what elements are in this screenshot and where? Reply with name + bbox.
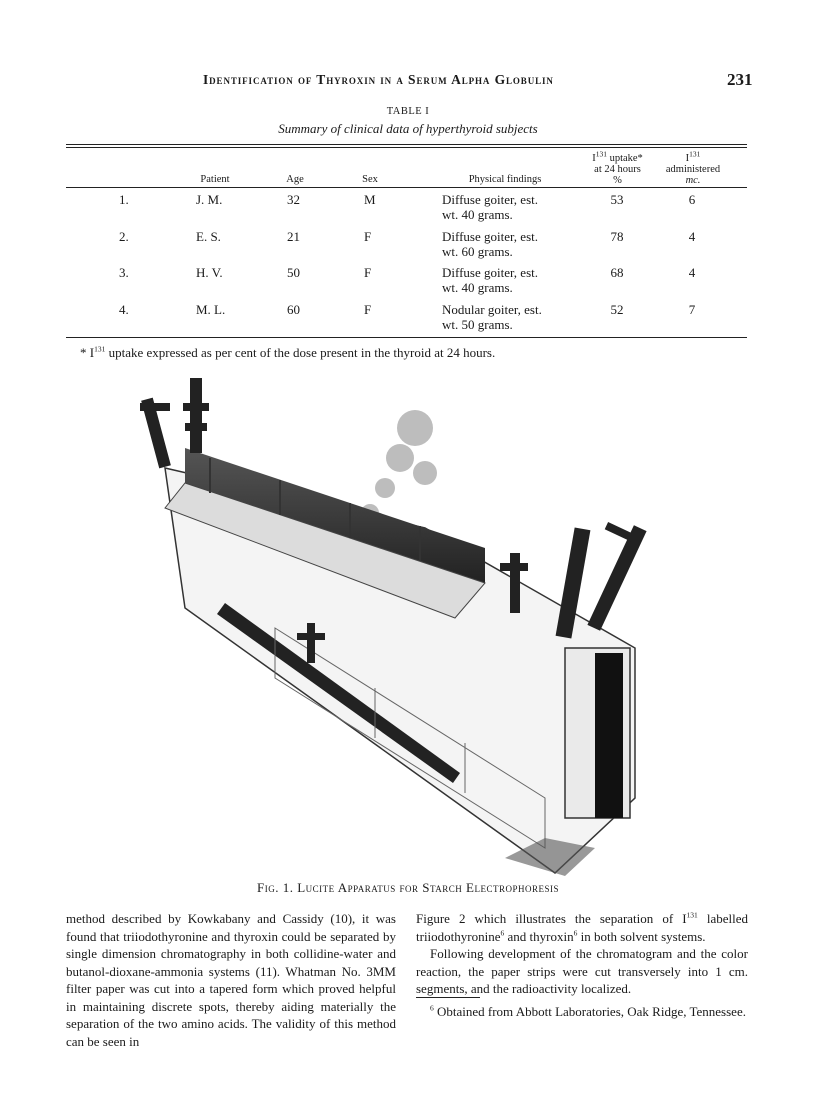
row-uptake: 78: [610, 229, 624, 244]
header-admin-sup: 131: [689, 149, 701, 159]
row-uptake: 53: [610, 192, 624, 207]
header-uptake-line2: at 24 hours: [594, 164, 641, 175]
footnote-ref: 6: [573, 928, 578, 938]
table-header-rule: [66, 187, 747, 188]
row-sex: F: [364, 302, 372, 317]
header-administered: $I^{131}$ administered mc.: [658, 153, 728, 186]
body-text-run: in both solvent systems.: [577, 928, 706, 944]
table-caption: Summary of clinical data of hyperthyroid subjects: [278, 121, 538, 136]
header-uptake: $I^{131}$ uptake* at 24 hours %: [580, 153, 655, 186]
apparatus-photograph: [125, 378, 665, 878]
row-patient: M. L.: [196, 302, 226, 317]
footnote-text: Obtained from Abbott Laboratories, Oak Ridge, Tennessee.: [433, 1004, 746, 1019]
row-sex: M: [364, 192, 376, 207]
row-patient: H. V.: [196, 265, 223, 280]
row-sex: F: [364, 229, 372, 244]
table-footnote-text: uptake expressed as per cent of the dose present in the thyroid at 24 hours.: [105, 345, 496, 360]
body-text-run: labelled triiodothyronine: [416, 911, 748, 944]
header-sex: Sex: [362, 174, 378, 185]
header-patient: Patient: [200, 174, 230, 185]
row-number: 4.: [119, 302, 129, 317]
row-finding-line1: Diffuse goiter, est.: [442, 229, 538, 244]
row-patient: J. M.: [196, 192, 223, 207]
row-finding-line2: wt. 40 grams.: [442, 280, 513, 295]
row-number: 3.: [119, 265, 129, 280]
table-footnote-sup: 131: [94, 344, 106, 354]
table-bottom-rule: [66, 337, 747, 338]
header-age: Age: [286, 174, 304, 185]
row-number: 1.: [119, 192, 129, 207]
header-physical-findings: Physical findings: [468, 174, 542, 185]
table-label: TABLE I: [386, 106, 430, 117]
running-head: [0, 70, 816, 90]
body-text-left-column: method described by Kowkabany and Cassidy (10), it was found that triiodothyronine and thyroxin could be separated by single dimension chromatography in both collidine-water and butanol-dioxane-ammonia systems (11). Whatman No. 3MM filter paper was cut into a tapered form which proved helpful in maintaining discrete spots, thereby aiding materially the separation of the two amino acids. The validity of this method can be seen in: [66, 911, 396, 1049]
table-top-rule-double: [66, 147, 747, 148]
footnote-ref: 6: [500, 928, 505, 938]
header-uptake-sup: 131: [595, 149, 607, 159]
row-finding-line2: wt. 50 grams.: [442, 317, 513, 332]
row-finding-line2: wt. 40 grams.: [442, 207, 513, 222]
row-administered: 6: [688, 192, 696, 207]
page-footnote: [416, 1003, 748, 1020]
superscript: 131: [686, 910, 698, 920]
header-admin-line2: administered: [665, 164, 721, 175]
header-uptake-line3: %: [613, 175, 622, 186]
figure-caption: Fig. 1. Lucite Apparatus for Starch Electrophoresis: [257, 880, 559, 895]
row-age: 32: [287, 192, 300, 207]
body-text-run: and thyroxin: [504, 928, 574, 944]
footnote-rule: [416, 997, 480, 998]
row-sex: F: [364, 265, 372, 280]
row-patient: E. S.: [196, 229, 221, 244]
header-uptake-line1: uptake*: [609, 153, 643, 164]
row-administered: 4: [688, 229, 696, 244]
body-text-run: Figure 2 which illustrates the separation of I: [416, 911, 687, 926]
row-finding-line1: Nodular goiter, est.: [442, 302, 542, 317]
body-paragraph: [416, 910, 748, 945]
row-uptake: 52: [610, 302, 624, 317]
row-finding-line1: Diffuse goiter, est.: [442, 192, 538, 207]
body-paragraph: Following development of the chromatogram and the color reaction, the paper strips were cut transversely into 1 cm. segments, and the radioactivity localized.: [416, 946, 748, 996]
footnote-number: 6: [430, 1003, 434, 1013]
row-uptake: 68: [610, 265, 624, 280]
row-administered: 7: [688, 302, 696, 317]
row-number: 2.: [119, 229, 129, 244]
table-footnote: * $I^{131}$ uptake expressed as per cent of the dose present in the thyroid at 24 hours.: [80, 344, 496, 360]
row-age: 60: [287, 302, 300, 317]
row-age: 21: [287, 229, 300, 244]
body-text-right-column: [416, 910, 748, 998]
row-finding-line1: Diffuse goiter, est.: [442, 265, 538, 280]
row-administered: 4: [688, 265, 696, 280]
page-number: 231: [727, 70, 753, 89]
row-finding-line2: wt. 60 grams.: [442, 244, 513, 259]
running-title: Identification of Thyroxin in a Serum Alpha Globulin: [203, 72, 554, 87]
header-admin-line3: mc.: [685, 175, 701, 186]
table-top-rule: [66, 144, 747, 145]
row-age: 50: [287, 265, 300, 280]
